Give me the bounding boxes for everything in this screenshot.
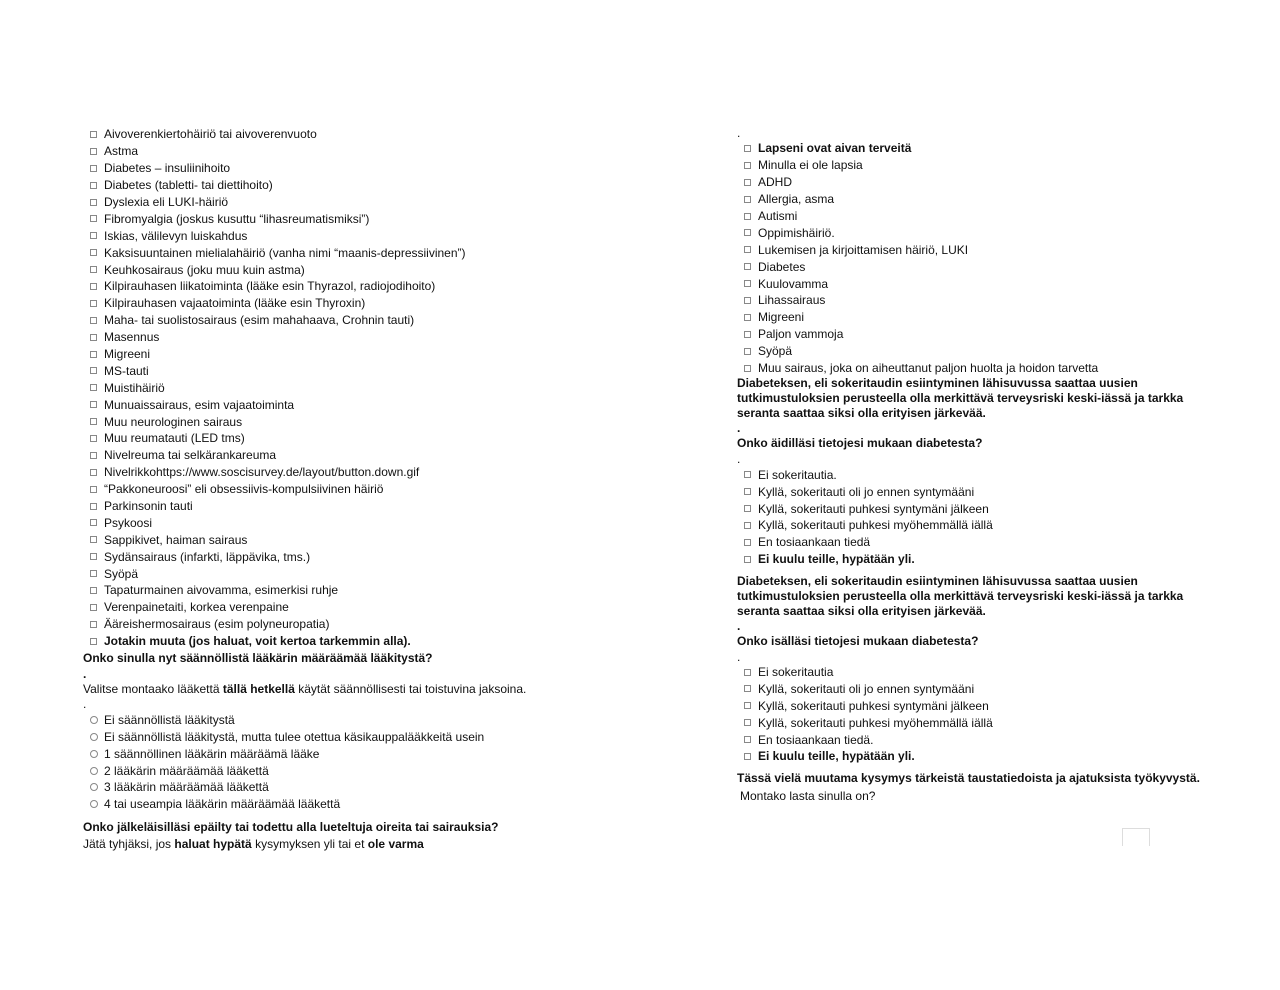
child-condition-option[interactable]	[737, 309, 1207, 326]
condition-option[interactable]	[83, 599, 643, 616]
option-label: Kilpirauhasen liikatoiminta (lääke esin Thyrazol, radiojodihoito)	[104, 279, 436, 294]
medication-option[interactable]	[83, 728, 643, 745]
condition-option[interactable]	[83, 582, 643, 599]
medication-option[interactable]	[83, 711, 643, 728]
condition-option[interactable]	[83, 244, 643, 261]
checkbox[interactable]	[744, 753, 751, 760]
father-diabetes-option[interactable]	[737, 748, 1207, 765]
checkbox[interactable]	[90, 334, 97, 341]
option-label: Ei sokeritautia.	[758, 467, 837, 482]
radio-button[interactable]	[90, 800, 98, 808]
checkbox[interactable]	[744, 365, 751, 372]
child-condition-option[interactable]	[737, 157, 1207, 174]
child-condition-option[interactable]	[737, 258, 1207, 275]
condition-option[interactable]	[83, 278, 643, 295]
option-label: Paljon vammoja	[758, 327, 844, 342]
condition-option[interactable]	[83, 565, 643, 582]
option-label: Ei sokeritautia	[758, 665, 834, 680]
condition-option[interactable]	[83, 396, 643, 413]
mother-diabetes-option[interactable]	[737, 466, 1207, 483]
option-label: 3 lääkärin määräämää lääkettä	[104, 780, 269, 795]
option-label: Astma	[104, 144, 139, 159]
checkbox[interactable]	[744, 280, 751, 287]
skip-instruction: Jätä tyhjäksi, jos haluat hypätä kysymyksen yli tai et ole varma	[83, 836, 424, 851]
father-diabetes-option[interactable]	[737, 697, 1207, 714]
checkbox[interactable]	[90, 317, 97, 324]
option-label: Syöpä	[758, 344, 793, 359]
mother-diabetes-option[interactable]	[737, 483, 1207, 500]
separator-dot: .	[737, 649, 741, 664]
checkbox[interactable]	[744, 736, 751, 743]
separator-dot: .	[83, 666, 87, 681]
option-label: Nivelreuma tai selkärankareuma	[104, 448, 277, 463]
separator-dot: .	[737, 421, 741, 436]
mother-diabetes-option[interactable]	[737, 517, 1207, 534]
separator-dot: .	[737, 452, 741, 467]
checkbox[interactable]	[90, 638, 97, 645]
medication-option[interactable]	[83, 762, 643, 779]
checkbox[interactable]	[744, 471, 751, 478]
checkbox[interactable]	[90, 435, 97, 442]
option-label: Tapaturmainen aivovamma, esimerkisi ruhje	[104, 583, 339, 598]
checkbox[interactable]	[744, 145, 751, 152]
checkbox[interactable]	[744, 196, 751, 203]
medication-option[interactable]	[83, 779, 643, 796]
option-label: Diabetes – insuliinihoito	[104, 161, 231, 176]
condition-option[interactable]	[83, 514, 643, 531]
checkbox[interactable]	[90, 587, 97, 594]
checkbox[interactable]	[90, 182, 97, 189]
option-label: Ei kuulu teille, hypätään yli.	[758, 552, 915, 567]
question-mother-diabetes: Onko äidilläsi tietojesi mukaan diabetesta?	[737, 436, 983, 451]
option-label: Munuaissairaus, esim vajaatoiminta	[104, 397, 295, 412]
option-label: Lapseni ovat aivan terveitä	[758, 141, 912, 156]
checkbox[interactable]	[744, 556, 751, 563]
separator-dot: .	[737, 618, 741, 633]
conditions-checkbox-list	[83, 126, 643, 650]
condition-option[interactable]	[83, 261, 643, 278]
checkbox[interactable]	[90, 199, 97, 206]
condition-option[interactable]	[83, 498, 643, 515]
option-label: En tosiaankaan tiedä.	[758, 732, 874, 747]
option-label: Kilpirauhasen vajaatoiminta (lääke esin Thyroxin)	[104, 296, 366, 311]
condition-option[interactable]	[83, 227, 643, 244]
child-condition-option[interactable]	[737, 174, 1207, 191]
mother-diabetes-options	[737, 466, 1207, 567]
checkbox[interactable]	[744, 488, 751, 495]
checkbox[interactable]	[90, 536, 97, 543]
checkbox[interactable]	[744, 539, 751, 546]
checkbox[interactable]	[90, 148, 97, 155]
father-diabetes-options	[737, 664, 1207, 765]
radio-button[interactable]	[90, 716, 98, 724]
checkbox[interactable]	[744, 331, 751, 338]
checkbox[interactable]	[744, 685, 751, 692]
checkbox[interactable]	[90, 300, 97, 307]
checkbox[interactable]	[744, 162, 751, 169]
checkbox[interactable]	[744, 229, 751, 236]
option-label: Sappikivet, haiman sairaus	[104, 532, 248, 547]
left-column	[83, 126, 643, 853]
option-label: Muistihäiriö	[104, 380, 165, 395]
option-label: Kuulovamma	[758, 276, 829, 291]
option-label: Psykoosi	[104, 515, 153, 530]
option-label: Kyllä, sokeritauti puhkesi syntymäni jälkeen	[758, 698, 989, 713]
condition-option[interactable]	[83, 548, 643, 565]
checkbox[interactable]	[744, 179, 751, 186]
children-conditions-list	[737, 140, 1207, 376]
separator-dot: .	[737, 126, 741, 140]
condition-option[interactable]	[83, 464, 643, 481]
checkbox[interactable]	[90, 418, 97, 425]
separator-dot: .	[83, 697, 87, 712]
option-label: Diabetes (tabletti- tai diettihoito)	[104, 178, 273, 193]
option-label: Ei säännöllistä lääkitystä, mutta tulee otettua käsikauppalääkkeitä usein	[104, 729, 485, 744]
option-label: Ei kuulu teille, hypätään yli.	[758, 749, 915, 764]
option-label: Masennus	[104, 330, 160, 345]
condition-option[interactable]	[83, 295, 643, 312]
option-label: Verenpainetaiti, korkea verenpaine	[104, 600, 289, 615]
checkbox[interactable]	[90, 131, 97, 138]
checkbox[interactable]	[744, 213, 751, 220]
child-condition-option[interactable]	[737, 224, 1207, 241]
checkbox[interactable]	[90, 215, 97, 222]
option-label: Dyslexia eli LUKI-häiriö	[104, 195, 229, 209]
checkbox[interactable]	[90, 249, 97, 256]
mother-diabetes-option[interactable]	[737, 551, 1207, 568]
condition-option[interactable]	[83, 177, 643, 194]
father-diabetes-option[interactable]	[737, 714, 1207, 731]
condition-option[interactable]	[83, 194, 643, 211]
checkbox[interactable]	[90, 621, 97, 628]
mother-diabetes-option[interactable]	[737, 534, 1207, 551]
checkbox[interactable]	[744, 263, 751, 270]
option-label: Muu sairaus, joka on aiheuttanut paljon huolta ja hoidon tarvetta	[758, 361, 1099, 376]
option-label: Nivelrikkohttps://www.soscisurvey.de/layout/button.down.gif	[104, 465, 420, 480]
question-father-diabetes: Onko isälläsi tietojesi mukaan diabetesta?	[737, 633, 979, 648]
diabetes-info-text: Diabeteksen, eli sokeritaudin esiintyminen lähisuvussa saattaa uusien tutkimustuloksien perusteella olla merkittävä terveysriski keski-iässä ja tarkka seranta saattaa siksi olla erityisen järkevää.	[737, 573, 1184, 618]
condition-option[interactable]	[83, 362, 643, 379]
option-label: En tosiaankaan tiedä	[758, 535, 871, 550]
father-diabetes-option[interactable]	[737, 731, 1207, 748]
checkbox[interactable]	[90, 553, 97, 560]
option-label: Autismi	[758, 209, 798, 223]
option-label: Ei säännöllistä lääkitystä	[104, 712, 235, 727]
checkbox[interactable]	[744, 522, 751, 529]
condition-option[interactable]	[83, 616, 643, 633]
option-label: Fibromyalgia (joskus kusuttu “lihasreumatismiksi”)	[104, 211, 370, 226]
child-condition-option[interactable]	[737, 191, 1207, 208]
option-label: MS-tauti	[104, 363, 149, 378]
checkbox[interactable]	[744, 297, 751, 304]
option-label: Syöpä	[104, 566, 139, 581]
option-label: Lihassairaus	[758, 293, 826, 308]
checkbox[interactable]	[90, 283, 97, 290]
radio-button[interactable]	[90, 733, 98, 741]
question-medication: Onko sinulla nyt säännöllistä lääkärin määräämää lääkitystä?	[83, 650, 433, 665]
radio-button[interactable]	[90, 783, 98, 791]
checkbox[interactable]	[90, 486, 97, 493]
child-condition-option[interactable]	[737, 208, 1207, 225]
condition-option[interactable]	[83, 143, 643, 160]
option-label: Oppimishäiriö.	[758, 225, 835, 240]
condition-option[interactable]	[83, 633, 643, 650]
checkbox[interactable]	[90, 519, 97, 526]
option-label: Jotakin muuta (jos haluat, voit kertoa tarkemmin alla).	[104, 634, 411, 649]
condition-option[interactable]	[83, 160, 643, 177]
condition-option[interactable]	[83, 430, 643, 447]
option-label: Ääreishermosairaus (esim polyneuropatia)	[104, 617, 330, 632]
checkbox[interactable]	[90, 367, 97, 374]
condition-option[interactable]	[83, 210, 643, 227]
checkbox[interactable]	[90, 401, 97, 408]
option-label: Migreeni	[104, 347, 151, 362]
checkbox[interactable]	[90, 165, 97, 172]
condition-option[interactable]	[83, 481, 643, 498]
checkbox[interactable]	[744, 669, 751, 676]
children-count-input[interactable]	[1122, 828, 1150, 846]
checkbox[interactable]	[90, 384, 97, 391]
child-condition-option[interactable]	[737, 275, 1207, 292]
medication-radio-list	[83, 711, 643, 812]
option-label: 2 lääkärin määräämää lääkettä	[104, 763, 269, 778]
condition-option[interactable]	[83, 447, 643, 464]
child-condition-option[interactable]	[737, 360, 1207, 377]
child-condition-option[interactable]	[737, 241, 1207, 258]
diabetes-info-text: Diabeteksen, eli sokeritaudin esiintyminen lähisuvussa saattaa uusien tutkimustuloksien perusteella olla merkittävä terveysriski keski-iässä ja tarkka seranta saattaa siksi olla erityisen järkevää.	[737, 376, 1184, 421]
checkbox[interactable]	[90, 469, 97, 476]
question-children-count: Montako lasta sinulla on?	[740, 788, 876, 803]
option-label: Keuhkosairaus (joku muu kuin astma)	[104, 262, 305, 277]
condition-option[interactable]	[83, 531, 643, 548]
option-label: Diabetes	[758, 259, 806, 274]
option-label: Iskias, välilevyn luiskahdus	[104, 228, 248, 243]
option-label: Sydänsairaus (infarkti, läppävika, tms.)	[104, 549, 311, 564]
option-label: Kyllä, sokeritauti puhkesi myöhemmällä iällä	[758, 518, 993, 533]
right-column	[737, 126, 1207, 805]
option-label: Muu reumatauti (LED tms)	[104, 431, 245, 446]
father-diabetes-option[interactable]	[737, 664, 1207, 681]
condition-option[interactable]	[83, 379, 643, 396]
checkbox[interactable]	[90, 351, 97, 358]
option-label: Allergia, asma	[758, 192, 835, 207]
option-label: Migreeni	[758, 310, 805, 325]
option-label: Minulla ei ole lapsia	[758, 158, 863, 173]
condition-option[interactable]	[83, 346, 643, 363]
medication-option[interactable]	[83, 796, 643, 813]
checkbox[interactable]	[90, 503, 97, 510]
checkbox[interactable]	[744, 719, 751, 726]
checkbox[interactable]	[744, 246, 751, 253]
checkbox[interactable]	[744, 505, 751, 512]
question-relatives: Onko jälkeläisilläsi epäilty tai todettu alla lueteltuja oireita tai sairauksia?	[83, 819, 499, 834]
mother-diabetes-option[interactable]	[737, 500, 1207, 517]
option-label: Kyllä, sokeritauti oli jo ennen syntymääni	[758, 484, 975, 499]
option-label: Aivoverenkiertohäiriö tai aivoverenvuoto	[104, 127, 317, 142]
checkbox[interactable]	[744, 314, 751, 321]
option-label: Muu neurologinen sairaus	[104, 414, 243, 429]
option-label: Kaksisuuntainen mielialahäiriö (vanha nimi “maanis-depressiivinen”)	[104, 245, 466, 260]
child-condition-option[interactable]	[737, 343, 1207, 360]
child-condition-option[interactable]	[737, 326, 1207, 343]
option-label: 4 tai useampia lääkärin määräämää lääkettä	[104, 797, 341, 812]
option-label: ADHD	[758, 175, 793, 190]
option-label: Kyllä, sokeritauti oli jo ennen syntymääni	[758, 681, 975, 696]
condition-option[interactable]	[83, 312, 643, 329]
option-label: “Pakkoneuroosi” eli obsessiivis-kompulsiivinen häiriö	[104, 482, 384, 497]
condition-option[interactable]	[83, 329, 643, 346]
option-label: Lukemisen ja kirjoittamisen häiriö, LUKI	[758, 242, 969, 257]
option-label: Maha- tai suolistosairaus (esim mahahaava, Crohnin tauti)	[104, 313, 415, 328]
background-section-heading: Tässä vielä muutama kysymys tärkeistä taustatiedoista ja ajatuksista työkyvystä.	[737, 770, 1200, 785]
checkbox[interactable]	[90, 266, 97, 273]
condition-option[interactable]	[83, 126, 643, 143]
option-label: 1 säännöllinen lääkärin määräämä lääke	[104, 746, 320, 761]
option-label: Kyllä, sokeritauti puhkesi syntymäni jälkeen	[758, 501, 989, 516]
checkbox[interactable]	[90, 604, 97, 611]
checkbox[interactable]	[744, 348, 751, 355]
radio-button[interactable]	[90, 767, 98, 775]
medication-instruction: Valitse montaako lääkettä tällä hetkellä käytät säännöllisesti tai toistuvina jaksoina.	[83, 681, 527, 696]
checkbox[interactable]	[90, 452, 97, 459]
condition-option[interactable]	[83, 413, 643, 430]
checkbox[interactable]	[744, 702, 751, 709]
checkbox[interactable]	[90, 232, 97, 239]
option-label: Parkinsonin tauti	[104, 499, 193, 514]
medication-option[interactable]	[83, 745, 643, 762]
radio-button[interactable]	[90, 750, 98, 758]
child-condition-option[interactable]	[737, 140, 1207, 157]
child-condition-option[interactable]	[737, 292, 1207, 309]
option-label: Kyllä, sokeritauti puhkesi myöhemmällä iällä	[758, 715, 993, 730]
father-diabetes-option[interactable]	[737, 680, 1207, 697]
checkbox[interactable]	[90, 570, 97, 577]
